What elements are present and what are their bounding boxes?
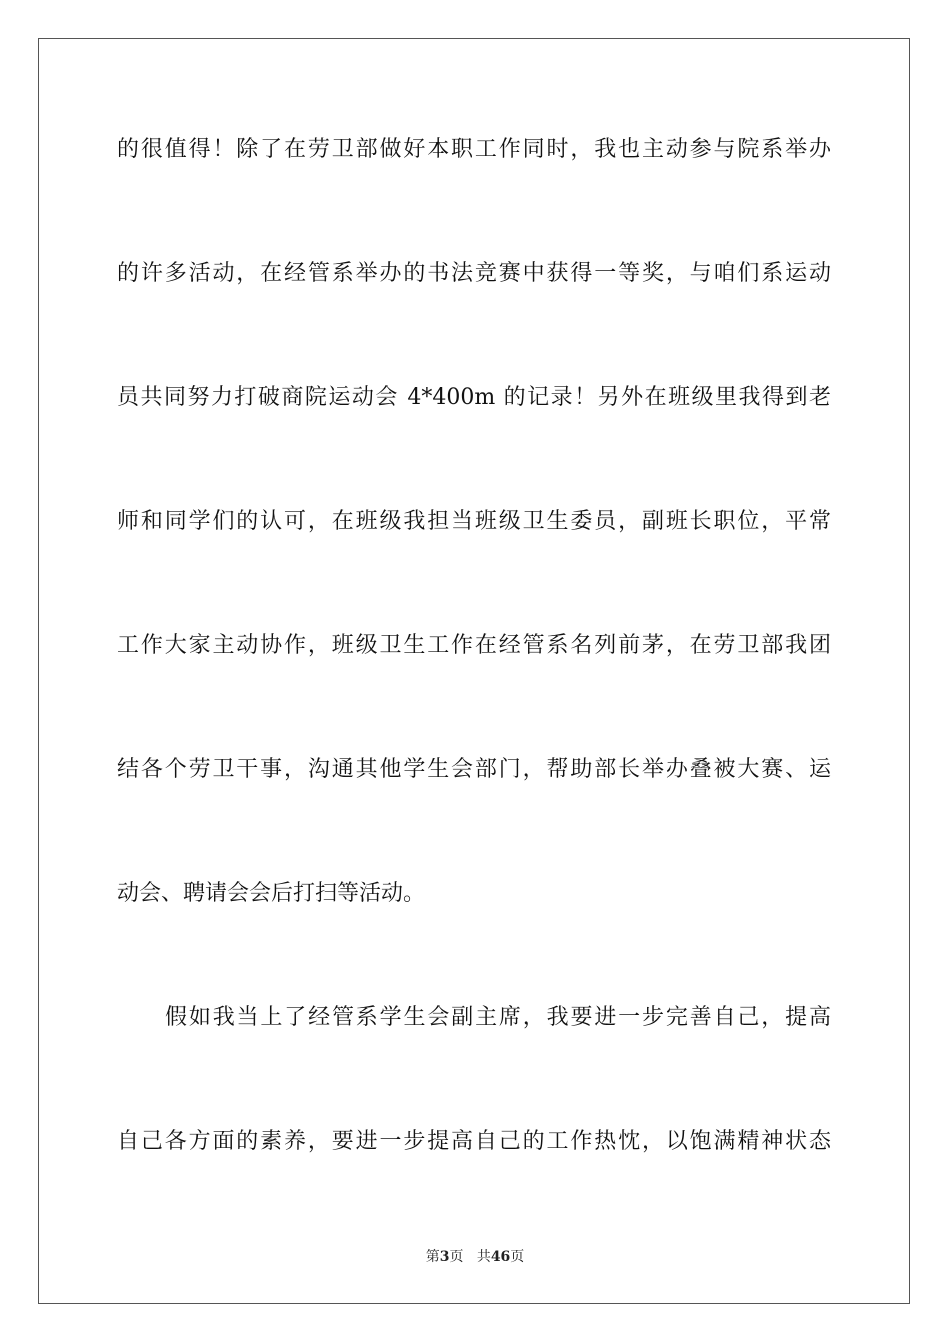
page-border xyxy=(38,38,910,1304)
body-line-9: 自己各方面的素养，要进一步提高自己的工作热忱，以饱满精神状态 xyxy=(117,1129,831,1154)
body-line-7: 动会、聘请会会后打扫等活动。 xyxy=(117,881,426,906)
body-line-3: 员共同努力打破商院运动会 4*400m 的记录！另外在班级里我得到老 xyxy=(117,385,831,410)
body-line-1: 的很值得！除了在劳卫部做好本职工作同时，我也主动参与院系举办 xyxy=(117,137,831,162)
body-line-5: 工作大家主动协作，班级卫生工作在经管系名列前茅，在劳卫部我团 xyxy=(117,633,831,658)
body-line-4: 师和同学们的认可，在班级我担当班级卫生委员，副班长职位，平常 xyxy=(117,509,831,534)
footer-total-pages: 46 xyxy=(490,1249,511,1265)
footer-page-unit: 页 xyxy=(449,1249,464,1265)
body-line-2: 的许多活动，在经管系举办的书法竞赛中获得一等奖，与咱们系运动 xyxy=(117,261,831,286)
body-line-6: 结各个劳卫干事，沟通其他学生会部门，帮助部长举办叠被大赛、运 xyxy=(117,757,831,782)
body-line-8: 假如我当上了经管系学生会副主席，我要进一步完善自己，提高 xyxy=(165,1005,831,1030)
footer-total-unit: 页 xyxy=(510,1249,525,1265)
footer-page-number: 3 xyxy=(439,1249,450,1265)
footer-total-prefix: 共 xyxy=(476,1249,491,1265)
footer-page-prefix: 第 xyxy=(425,1249,440,1265)
page-footer xyxy=(0,1248,950,1266)
